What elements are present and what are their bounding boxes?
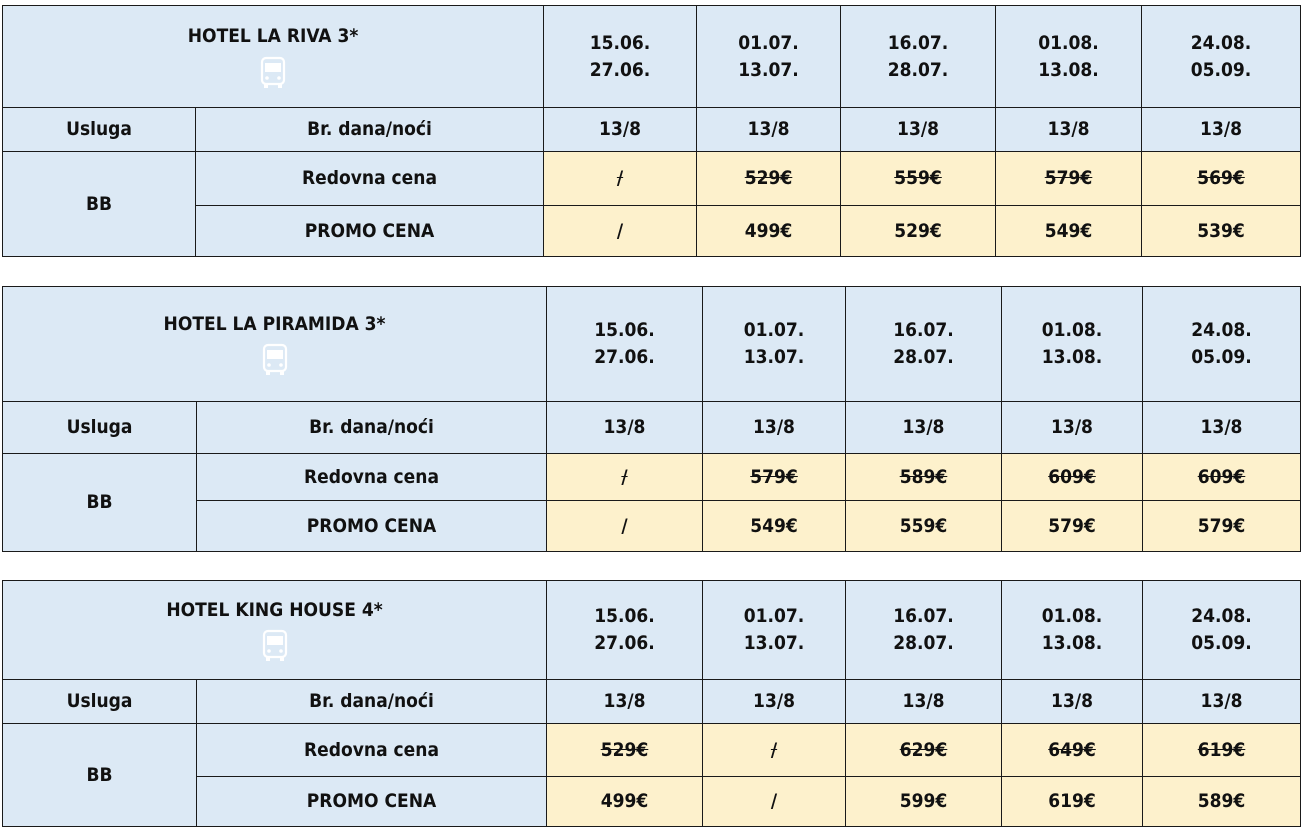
promo-price: / (547, 501, 703, 552)
period-header (1143, 287, 1301, 402)
days-value: 13/8 (996, 108, 1142, 152)
days-value: 13/8 (846, 402, 1002, 454)
regular-price: / (703, 724, 846, 777)
price-table-1 (2, 5, 1301, 257)
period-from: 01.07. (743, 319, 805, 342)
period-from: 16.07. (893, 605, 954, 628)
period-from: 15.06. (589, 31, 651, 54)
period-header (703, 581, 846, 680)
promo-price: 499€ (547, 777, 703, 827)
regular-price: 609€ (1143, 454, 1301, 501)
period-from: 01.07. (738, 31, 799, 54)
promo-price: 589€ (1143, 777, 1301, 827)
period-from: 01.08. (1041, 605, 1103, 628)
period-from: 16.07. (893, 319, 954, 342)
regular-price: 609€ (1002, 454, 1143, 501)
days-value: 13/8 (1002, 680, 1143, 724)
period-to: 13.08. (1038, 58, 1099, 81)
promo-price: 539€ (1142, 206, 1301, 257)
period-from: 01.07. (743, 605, 805, 628)
period-to: 13.08. (1041, 346, 1103, 368)
regular-price: 579€ (996, 152, 1142, 206)
service-label: Usluga (3, 108, 196, 152)
period-from: 16.07. (887, 31, 949, 54)
regular-price: / (547, 454, 703, 501)
period-from: 01.08. (1038, 31, 1099, 54)
period-to: 27.06. (594, 632, 655, 654)
period-to: 27.06. (589, 58, 651, 81)
period-to: 28.07. (893, 346, 954, 368)
days-label: Br. dana/noći (197, 680, 547, 724)
period-to: 13.07. (738, 58, 799, 81)
promo-price-label: PROMO CENA (197, 501, 547, 552)
service-label: Usluga (3, 680, 197, 724)
period-from: 24.08. (1191, 605, 1252, 628)
days-label: Br. dana/noći (196, 108, 544, 152)
promo-price: 619€ (1002, 777, 1143, 827)
regular-price: 569€ (1142, 152, 1301, 206)
promo-price-label: PROMO CENA (197, 777, 547, 827)
days-label: Br. dana/noći (197, 402, 547, 454)
period-header (544, 6, 697, 108)
promo-price: 529€ (841, 206, 996, 257)
period-header (1143, 581, 1301, 680)
regular-price: 529€ (697, 152, 841, 206)
regular-price: / (544, 152, 697, 206)
days-value: 13/8 (544, 108, 697, 152)
regular-price: 579€ (703, 454, 846, 501)
service-label: Usluga (3, 402, 197, 454)
period-to: 13.07. (743, 346, 805, 368)
bus-icon (256, 56, 290, 90)
hotel-name-cell (3, 287, 547, 402)
days-value: 13/8 (697, 108, 841, 152)
promo-price-label: PROMO CENA (196, 206, 544, 257)
hotel-name: HOTEL LA PIRAMIDA 3* (163, 312, 386, 335)
regular-price-label: Redovna cena (196, 152, 544, 206)
service-value: BB (3, 454, 197, 552)
price-table-2 (2, 286, 1301, 552)
period-header (697, 6, 841, 108)
hotel-name-cell (3, 581, 547, 680)
period-to: 28.07. (887, 58, 949, 81)
bus-icon (258, 343, 292, 377)
period-to: 13.08. (1041, 632, 1103, 654)
days-value: 13/8 (703, 680, 846, 724)
promo-price: 579€ (1002, 501, 1143, 552)
period-to: 28.07. (893, 632, 954, 654)
promo-price: 559€ (846, 501, 1002, 552)
period-header (1142, 6, 1301, 108)
regular-price: 589€ (846, 454, 1002, 501)
regular-price: 619€ (1143, 724, 1301, 777)
period-header (703, 287, 846, 402)
days-value: 13/8 (547, 402, 703, 454)
days-value: 13/8 (1002, 402, 1143, 454)
period-from: 01.08. (1041, 319, 1103, 342)
period-header (996, 6, 1142, 108)
service-value: BB (3, 724, 197, 827)
period-to: 27.06. (594, 346, 655, 368)
period-header (1002, 581, 1143, 680)
promo-price: 599€ (846, 777, 1002, 827)
period-header (846, 581, 1002, 680)
service-value: BB (3, 152, 196, 257)
days-value: 13/8 (1143, 680, 1301, 724)
days-value: 13/8 (846, 680, 1002, 724)
period-from: 15.06. (594, 319, 655, 342)
regular-price-label: Redovna cena (197, 454, 547, 501)
promo-price: 579€ (1143, 501, 1301, 552)
regular-price: 649€ (1002, 724, 1143, 777)
hotel-name: HOTEL KING HOUSE 4* (166, 598, 383, 621)
period-from: 15.06. (594, 605, 655, 628)
bus-icon (258, 629, 292, 663)
regular-price-label: Redovna cena (197, 724, 547, 777)
period-from: 24.08. (1191, 319, 1252, 342)
price-table-3 (2, 580, 1301, 827)
period-to: 05.09. (1190, 58, 1252, 81)
regular-price: 559€ (841, 152, 996, 206)
period-header (547, 287, 703, 402)
regular-price: 529€ (547, 724, 703, 777)
period-header (1002, 287, 1143, 402)
regular-price: 629€ (846, 724, 1002, 777)
period-to: 05.09. (1191, 346, 1252, 368)
period-header (841, 6, 996, 108)
promo-price: 499€ (697, 206, 841, 257)
days-value: 13/8 (841, 108, 996, 152)
period-header (846, 287, 1002, 402)
hotel-name: HOTEL LA RIVA 3* (187, 25, 359, 48)
promo-price: 549€ (703, 501, 846, 552)
period-to: 05.09. (1191, 632, 1252, 654)
period-to: 13.07. (743, 632, 805, 654)
promo-price: / (544, 206, 697, 257)
days-value: 13/8 (1142, 108, 1301, 152)
period-header (547, 581, 703, 680)
hotel-name-cell (3, 6, 544, 108)
promo-price: / (703, 777, 846, 827)
days-value: 13/8 (1143, 402, 1301, 454)
period-from: 24.08. (1190, 31, 1252, 54)
promo-price: 549€ (996, 206, 1142, 257)
days-value: 13/8 (703, 402, 846, 454)
days-value: 13/8 (547, 680, 703, 724)
